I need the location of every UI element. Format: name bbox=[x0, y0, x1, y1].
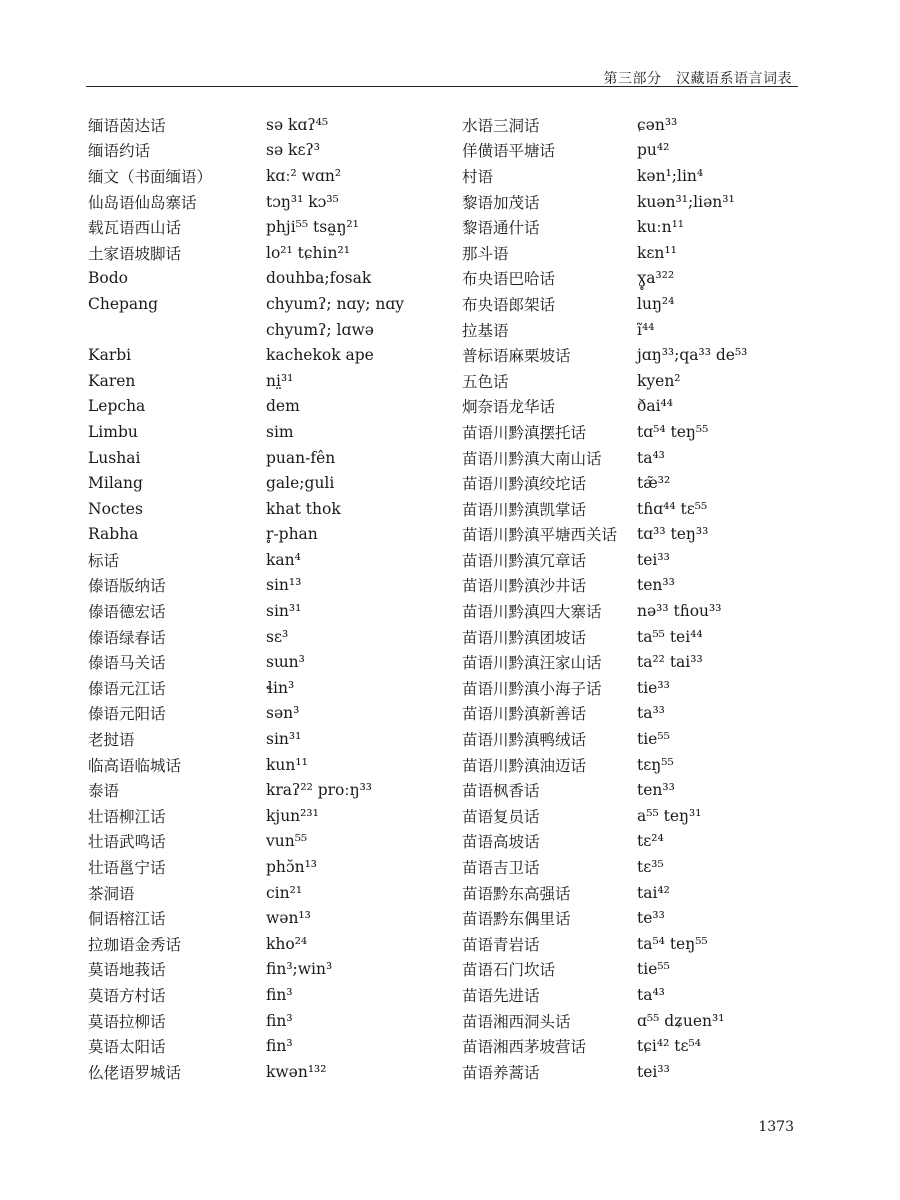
word-entry-row bbox=[462, 701, 747, 727]
word-entry-row bbox=[78, 957, 404, 983]
word-entry-row bbox=[78, 547, 404, 573]
word-entry-row bbox=[78, 291, 404, 317]
word-entry-row bbox=[462, 112, 747, 138]
word-form: dem bbox=[266, 397, 300, 416]
word-form: ðai⁴⁴ bbox=[637, 397, 673, 416]
word-form: tai⁴² bbox=[637, 883, 670, 902]
language-name: 傣语版纳话 bbox=[88, 577, 166, 596]
language-name: 苗语湘西茅坡营话 bbox=[462, 1038, 587, 1057]
language-name: Rabha bbox=[88, 525, 139, 544]
word-entry-row bbox=[462, 803, 747, 829]
word-entry-row bbox=[462, 522, 747, 548]
word-form: fin³;win³ bbox=[266, 960, 333, 979]
word-entry-row bbox=[462, 726, 747, 752]
word-entry-row bbox=[462, 189, 747, 215]
word-entry-row bbox=[462, 1033, 747, 1059]
word-entry-row bbox=[78, 675, 404, 701]
word-form: gale;guli bbox=[266, 474, 335, 493]
language-name: 村语 bbox=[462, 167, 494, 186]
word-form: r̥-phan bbox=[266, 525, 318, 544]
word-entry-row bbox=[78, 726, 404, 752]
word-entry-row bbox=[462, 496, 747, 522]
word-form: chyumʔ; nɑy; nɑy bbox=[266, 294, 405, 313]
word-form: chyumʔ; lɑwə bbox=[266, 320, 374, 339]
word-form: tɑ⁵⁴ teŋ⁵⁵ bbox=[637, 422, 709, 441]
word-entry-row bbox=[462, 419, 747, 445]
word-form: kjun²³¹ bbox=[266, 806, 319, 825]
word-entry-row bbox=[78, 1059, 404, 1085]
word-form: ta²² tai³³ bbox=[637, 653, 703, 672]
word-form: kan⁴ bbox=[266, 550, 301, 569]
word-entry-row bbox=[78, 496, 404, 522]
word-form: phji⁵⁵ tsa̰ŋ²¹ bbox=[266, 218, 359, 237]
word-form: sɯn³ bbox=[266, 653, 305, 672]
word-entry-row bbox=[78, 214, 404, 240]
word-entry-row bbox=[78, 931, 404, 957]
language-name: 莫语拉柳话 bbox=[88, 1012, 166, 1031]
language-name: 苗语高坡话 bbox=[462, 833, 540, 852]
word-entry-row bbox=[78, 1033, 404, 1059]
language-name: 黎语通什话 bbox=[462, 219, 540, 238]
word-entry-row bbox=[462, 214, 747, 240]
word-entry-row bbox=[462, 445, 747, 471]
word-entry-row bbox=[462, 394, 747, 420]
language-name: 莫语方村话 bbox=[88, 986, 166, 1005]
language-name: 苗语湘西洞头话 bbox=[462, 1012, 571, 1031]
word-form: tie⁵⁵ bbox=[637, 960, 670, 979]
word-form: ni̤³¹ bbox=[266, 371, 294, 390]
language-name: 苗语川黔滇四大寨话 bbox=[462, 603, 602, 622]
word-entry-row bbox=[78, 829, 404, 855]
language-name: Milang bbox=[88, 474, 143, 493]
word-entry-row bbox=[462, 470, 747, 496]
language-name: 茶洞语 bbox=[88, 884, 135, 903]
word-entry-row bbox=[462, 777, 747, 803]
word-form: ta⁴³ bbox=[637, 448, 665, 467]
word-form: sim bbox=[266, 422, 294, 441]
word-entry-row bbox=[78, 701, 404, 727]
word-form: puan-fên bbox=[266, 448, 336, 467]
word-form: ĩ⁴⁴ bbox=[637, 320, 655, 339]
word-entry-row bbox=[78, 1008, 404, 1034]
language-name: 布央语巴哈话 bbox=[462, 270, 556, 289]
word-form: sin³¹ bbox=[266, 730, 302, 749]
word-entry-row bbox=[78, 880, 404, 906]
language-name: 莫语太阳话 bbox=[88, 1038, 166, 1057]
word-form: jɑŋ³³;qa³³ de⁵³ bbox=[637, 346, 748, 365]
word-form: nə³³ tɦou³³ bbox=[637, 602, 722, 621]
word-entry-row bbox=[78, 573, 404, 599]
language-name: 五色话 bbox=[462, 372, 509, 391]
word-entry-row bbox=[78, 112, 404, 138]
word-form: tɔŋ³¹ kɔ³⁵ bbox=[266, 192, 339, 211]
language-name: 缅语约话 bbox=[88, 142, 151, 161]
language-name: 仫佬语罗城话 bbox=[88, 1063, 182, 1082]
language-name: 傣语元江话 bbox=[88, 679, 166, 698]
word-entry-row bbox=[78, 854, 404, 880]
word-entry-row bbox=[78, 470, 404, 496]
word-entry-row bbox=[462, 880, 747, 906]
word-entry-row bbox=[78, 240, 404, 266]
word-entry-row bbox=[78, 598, 404, 624]
word-form: tɛŋ⁵⁵ bbox=[637, 755, 674, 774]
word-form: kuən³¹;liən³¹ bbox=[637, 192, 735, 211]
language-name: Chepang bbox=[88, 294, 159, 313]
word-entry-row bbox=[462, 1059, 747, 1085]
language-name: Limbu bbox=[88, 422, 138, 441]
word-entry-row bbox=[78, 522, 404, 548]
word-entry-row bbox=[78, 266, 404, 292]
word-form: ten³³ bbox=[637, 576, 675, 595]
language-name: 土家语坡脚话 bbox=[88, 244, 182, 263]
word-form: sin³¹ bbox=[266, 602, 302, 621]
language-name: 那斗语 bbox=[462, 244, 509, 263]
language-name: 佯僙语平塘话 bbox=[462, 142, 556, 161]
language-name: Lepcha bbox=[88, 397, 146, 416]
word-form: ten³³ bbox=[637, 781, 675, 800]
word-form: tɑ³³ teŋ³³ bbox=[637, 525, 709, 544]
language-name: 老挝语 bbox=[88, 731, 135, 750]
word-entry-row bbox=[462, 547, 747, 573]
language-name: Noctes bbox=[88, 499, 143, 518]
word-entry-row bbox=[462, 854, 747, 880]
language-name: 傣语马关话 bbox=[88, 654, 166, 673]
word-entry-row bbox=[78, 419, 404, 445]
word-entry-row bbox=[462, 624, 747, 650]
word-form: kachekok ape bbox=[266, 346, 374, 365]
language-name: Karbi bbox=[88, 346, 132, 365]
language-name: 苗语川黔滇团坡话 bbox=[462, 628, 587, 647]
word-entry-row bbox=[462, 982, 747, 1008]
word-entry-row bbox=[78, 163, 404, 189]
word-entry-row bbox=[462, 573, 747, 599]
word-form: sɛ³ bbox=[266, 627, 289, 646]
word-form: tie⁵⁵ bbox=[637, 730, 670, 749]
language-name: 黎语加茂话 bbox=[462, 193, 540, 212]
language-name: 苗语川黔滇汪家山话 bbox=[462, 654, 602, 673]
language-name: 傣语绿春话 bbox=[88, 628, 166, 647]
language-name: 壮语邕宁话 bbox=[88, 859, 166, 878]
word-form: luŋ²⁴ bbox=[637, 294, 675, 313]
word-form: pu⁴² bbox=[637, 141, 670, 160]
word-form: fin³ bbox=[266, 1011, 293, 1030]
language-name: 载瓦语西山话 bbox=[88, 219, 182, 238]
word-entry-row bbox=[462, 905, 747, 931]
language-name: 苗语黔东高强话 bbox=[462, 884, 571, 903]
word-form: kɑː² wɑn² bbox=[266, 166, 342, 185]
language-name: 侗语榕江话 bbox=[88, 910, 166, 929]
word-form: sə kɛʔ³ bbox=[266, 141, 321, 160]
language-name: 拉珈语金秀话 bbox=[88, 935, 182, 954]
language-name: 苗语川黔滇小海子话 bbox=[462, 679, 602, 698]
language-name: 苗语青岩话 bbox=[462, 935, 540, 954]
language-name: 苗语石门坎话 bbox=[462, 961, 556, 980]
word-entry-row bbox=[462, 752, 747, 778]
word-form: douhba;fosak bbox=[266, 269, 372, 288]
word-entry-row bbox=[78, 777, 404, 803]
language-name: 苗语川黔滇新善话 bbox=[462, 705, 587, 724]
language-name: 壮语柳江话 bbox=[88, 807, 166, 826]
word-form: vun⁵⁵ bbox=[266, 832, 308, 851]
word-form: kho²⁴ bbox=[266, 934, 308, 953]
language-name: 泰语 bbox=[88, 782, 120, 801]
language-name: 布央语郎架话 bbox=[462, 295, 556, 314]
word-entry-row bbox=[78, 342, 404, 368]
language-name: 普标语麻栗坡话 bbox=[462, 347, 571, 366]
word-entry-row bbox=[462, 598, 747, 624]
page-number: 1373 bbox=[758, 1119, 794, 1135]
word-form: te³³ bbox=[637, 909, 665, 928]
language-name: 拉基语 bbox=[462, 321, 509, 340]
language-name: 炯奈语龙华话 bbox=[462, 398, 556, 417]
word-form: tei³³ bbox=[637, 550, 670, 569]
word-form: a⁵⁵ teŋ³¹ bbox=[637, 806, 702, 825]
word-entry-row bbox=[462, 649, 747, 675]
language-name: 苗语川黔滇鸭绒话 bbox=[462, 731, 587, 750]
running-header: 第三部分 汉藏语系语言词表 bbox=[603, 71, 792, 87]
word-form: ta⁵⁴ teŋ⁵⁵ bbox=[637, 934, 708, 953]
word-form: sin¹³ bbox=[266, 576, 302, 595]
word-form: kun¹¹ bbox=[266, 755, 308, 774]
language-name: 苗语复员话 bbox=[462, 807, 540, 826]
word-form: tɕi⁴² tɛ⁵⁴ bbox=[637, 1037, 701, 1056]
word-entry-row bbox=[462, 829, 747, 855]
word-form: tæ̃³² bbox=[637, 474, 671, 493]
word-entry-row bbox=[462, 138, 747, 164]
word-form: ta³³ bbox=[637, 704, 665, 723]
language-name: 缅语茵达话 bbox=[88, 116, 166, 135]
word-form: fin³ bbox=[266, 1037, 293, 1056]
header-rule bbox=[86, 86, 798, 87]
language-name: 苗语先进话 bbox=[462, 986, 540, 1005]
word-form: wən¹³ bbox=[266, 909, 311, 928]
word-entry-row bbox=[462, 291, 747, 317]
language-name: Lushai bbox=[88, 448, 141, 467]
language-name: 缅文（书面缅语） bbox=[88, 167, 213, 186]
language-name: 苗语养蒿话 bbox=[462, 1063, 540, 1082]
word-form: ɬin³ bbox=[266, 678, 295, 697]
word-form: ta⁵⁵ tei⁴⁴ bbox=[637, 627, 703, 646]
word-form: fin³ bbox=[266, 985, 293, 1004]
word-form: tɛ³⁵ bbox=[637, 858, 664, 877]
word-form: kən¹;lin⁴ bbox=[637, 166, 704, 185]
word-entry-row bbox=[462, 317, 747, 343]
word-entry-row bbox=[78, 905, 404, 931]
word-form: tei³³ bbox=[637, 1062, 670, 1081]
language-name: 苗语川黔滇冗章话 bbox=[462, 551, 587, 570]
word-entry-row bbox=[462, 368, 747, 394]
word-form: sən³ bbox=[266, 704, 300, 723]
language-name: 仙岛语仙岛寨话 bbox=[88, 193, 197, 212]
language-name: Bodo bbox=[88, 269, 128, 288]
left-word-column bbox=[78, 112, 404, 1085]
word-form: kyen² bbox=[637, 371, 681, 390]
language-name: 壮语武鸣话 bbox=[88, 833, 166, 852]
language-name: 苗语川黔滇摆托话 bbox=[462, 423, 587, 442]
language-name: Karen bbox=[88, 371, 136, 390]
word-form: kraʔ²² proːŋ³³ bbox=[266, 781, 373, 800]
word-entry-row bbox=[78, 982, 404, 1008]
word-entry-row bbox=[78, 394, 404, 420]
word-entry-row bbox=[78, 803, 404, 829]
word-entry-row bbox=[462, 342, 747, 368]
word-entry-row bbox=[78, 445, 404, 471]
word-form: lo²¹ tɕhin²¹ bbox=[266, 243, 350, 262]
word-entry-row bbox=[78, 624, 404, 650]
language-name: 傣语德宏话 bbox=[88, 603, 166, 622]
word-entry-row bbox=[462, 163, 747, 189]
word-form: tɦɑ⁴⁴ tɛ⁵⁵ bbox=[637, 499, 708, 518]
word-entry-row bbox=[462, 931, 747, 957]
word-entry-row bbox=[78, 189, 404, 215]
word-entry-row bbox=[462, 266, 747, 292]
word-form: sə kɑʔ⁴⁵ bbox=[266, 115, 329, 134]
language-name: 傣语元阳话 bbox=[88, 705, 166, 724]
word-entry-row bbox=[78, 317, 404, 343]
language-name: 苗语川黔滇油迈话 bbox=[462, 756, 587, 775]
language-name: 苗语川黔滇平塘西关话 bbox=[462, 526, 618, 545]
word-form: kwən¹³² bbox=[266, 1062, 327, 1081]
language-name: 标话 bbox=[88, 551, 120, 570]
language-name: 苗语川黔滇大南山话 bbox=[462, 449, 602, 468]
word-form: ta⁴³ bbox=[637, 985, 665, 1004]
word-form: cin²¹ bbox=[266, 883, 303, 902]
word-entry-row bbox=[78, 368, 404, 394]
language-name: 苗语吉卫话 bbox=[462, 859, 540, 878]
word-form: ɣ̥a³²² bbox=[637, 269, 675, 288]
word-entry-row bbox=[462, 1008, 747, 1034]
word-form: kuːn¹¹ bbox=[637, 218, 685, 237]
language-name: 莫语地莪话 bbox=[88, 961, 166, 980]
word-entry-row bbox=[78, 752, 404, 778]
word-entry-row bbox=[462, 675, 747, 701]
word-entry-row bbox=[78, 649, 404, 675]
language-name: 临高语临城话 bbox=[88, 756, 182, 775]
word-form: phɔ̆n¹³ bbox=[266, 858, 317, 877]
word-form: khat thok bbox=[266, 499, 341, 518]
language-name: 水语三洞话 bbox=[462, 116, 540, 135]
word-entry-row bbox=[78, 138, 404, 164]
word-form: ɑ⁵⁵ dʑuen³¹ bbox=[637, 1011, 725, 1030]
right-word-column bbox=[462, 112, 747, 1085]
language-name: 苗语黔东偶里话 bbox=[462, 910, 571, 929]
language-name: 苗语川黔滇沙井话 bbox=[462, 577, 587, 596]
word-form: tɛ²⁴ bbox=[637, 832, 664, 851]
word-entry-row bbox=[462, 957, 747, 983]
word-form: kɛn¹¹ bbox=[637, 243, 677, 262]
language-name: 苗语川黔滇凯掌话 bbox=[462, 500, 587, 519]
language-name: 苗语川黔滇绞坨话 bbox=[462, 475, 587, 494]
word-form: ɕən³³ bbox=[637, 115, 678, 134]
word-form: tie³³ bbox=[637, 678, 670, 697]
word-entry-row bbox=[462, 240, 747, 266]
language-name: 苗语枫香话 bbox=[462, 782, 540, 801]
